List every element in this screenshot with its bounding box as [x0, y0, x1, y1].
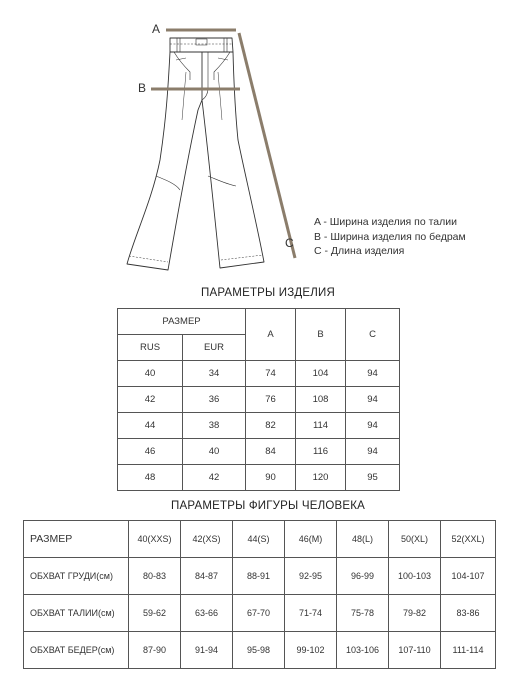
table-header-row — [118, 309, 400, 335]
size-header: РАЗМЕР — [24, 521, 129, 558]
size-cell: 46(M) — [285, 521, 337, 558]
table-cell: 79-82 — [389, 595, 441, 632]
header-eur: EUR — [183, 335, 246, 361]
table-row — [118, 465, 400, 491]
header-c: C — [346, 309, 400, 361]
table-cell: 88-91 — [233, 558, 285, 595]
size-cell: 50(XL) — [389, 521, 441, 558]
table-cell: 104-107 — [441, 558, 496, 595]
table-cell: 108 — [296, 387, 346, 413]
table-row — [118, 387, 400, 413]
table-row — [24, 595, 496, 632]
table-cell: 84 — [246, 439, 296, 465]
table-cell: 71-74 — [285, 595, 337, 632]
table-cell: 38 — [183, 413, 246, 439]
table-cell: 42 — [183, 465, 246, 491]
table-cell: 99-102 — [285, 632, 337, 669]
figure-table-title: ПАРАМЕТРЫ ФИГУРЫ ЧЕЛОВЕКА — [171, 500, 365, 512]
measure-line-c — [239, 33, 295, 258]
table-cell: 40 — [118, 361, 183, 387]
measure-label-c: C — [285, 236, 294, 250]
size-cell: 52(XXL) — [441, 521, 496, 558]
measure-label-b: B — [138, 81, 147, 95]
table-cell: 83-86 — [441, 595, 496, 632]
table-cell: 44 — [118, 413, 183, 439]
table-cell: 114 — [296, 413, 346, 439]
product-table-title: ПАРАМЕТРЫ ИЗДЕЛИЯ — [200, 287, 336, 299]
pants-outline — [127, 52, 264, 270]
header-a: A — [246, 309, 296, 361]
row-label: ОБХВАТ ТАЛИИ(см) — [24, 595, 129, 632]
measure-legend — [314, 215, 466, 259]
header-b: B — [296, 309, 346, 361]
legend-item-b: B - Ширина изделия по бедрам — [314, 230, 466, 243]
table-cell: 95 — [346, 465, 400, 491]
table-cell: 94 — [346, 439, 400, 465]
table-cell: 46 — [118, 439, 183, 465]
table-cell: 94 — [346, 413, 400, 439]
table-cell: 42 — [118, 387, 183, 413]
table-cell: 91-94 — [181, 632, 233, 669]
header-rus: RUS — [118, 335, 183, 361]
table-cell: 90 — [246, 465, 296, 491]
table-row — [24, 558, 496, 595]
table-cell: 120 — [296, 465, 346, 491]
table-cell: 40 — [183, 439, 246, 465]
table-cell: 103-106 — [337, 632, 389, 669]
row-label: ОБХВАТ БЕДЕР(см) — [24, 632, 129, 669]
table-cell: 34 — [183, 361, 246, 387]
table-cell: 76 — [246, 387, 296, 413]
legend-item-a: A - Ширина изделия по талии — [314, 216, 457, 228]
size-header: РАЗМЕР — [118, 309, 246, 335]
table-cell: 59-62 — [129, 595, 181, 632]
table-row — [118, 413, 400, 439]
table-cell: 104 — [296, 361, 346, 387]
product-params-table — [117, 308, 400, 491]
table-cell: 107-110 — [389, 632, 441, 669]
table-cell: 116 — [296, 439, 346, 465]
table-row — [118, 439, 400, 465]
table-cell: 74 — [246, 361, 296, 387]
table-cell: 92-95 — [285, 558, 337, 595]
legend-item-c: C - Длина изделия — [314, 245, 405, 257]
table-cell: 48 — [118, 465, 183, 491]
table-cell: 95-98 — [233, 632, 285, 669]
table-cell: 111-114 — [441, 632, 496, 669]
table-cell: 80-83 — [129, 558, 181, 595]
size-cell: 48(L) — [337, 521, 389, 558]
table-row — [118, 361, 400, 387]
table-cell: 67-70 — [233, 595, 285, 632]
table-header-row — [24, 521, 496, 558]
figure-params-table — [23, 520, 496, 669]
table-cell: 96-99 — [337, 558, 389, 595]
size-cell: 42(XS) — [181, 521, 233, 558]
table-cell: 84-87 — [181, 558, 233, 595]
table-cell: 87-90 — [129, 632, 181, 669]
size-cell: 44(S) — [233, 521, 285, 558]
table-cell: 94 — [346, 387, 400, 413]
row-label: ОБХВАТ ГРУДИ(см) — [24, 558, 129, 595]
size-cell: 40(XXS) — [129, 521, 181, 558]
table-cell: 36 — [183, 387, 246, 413]
table-cell: 100-103 — [389, 558, 441, 595]
table-cell: 94 — [346, 361, 400, 387]
table-cell: 75-78 — [337, 595, 389, 632]
measure-label-a: A — [152, 22, 161, 36]
table-row — [24, 632, 496, 669]
table-cell: 82 — [246, 413, 296, 439]
table-cell: 63-66 — [181, 595, 233, 632]
